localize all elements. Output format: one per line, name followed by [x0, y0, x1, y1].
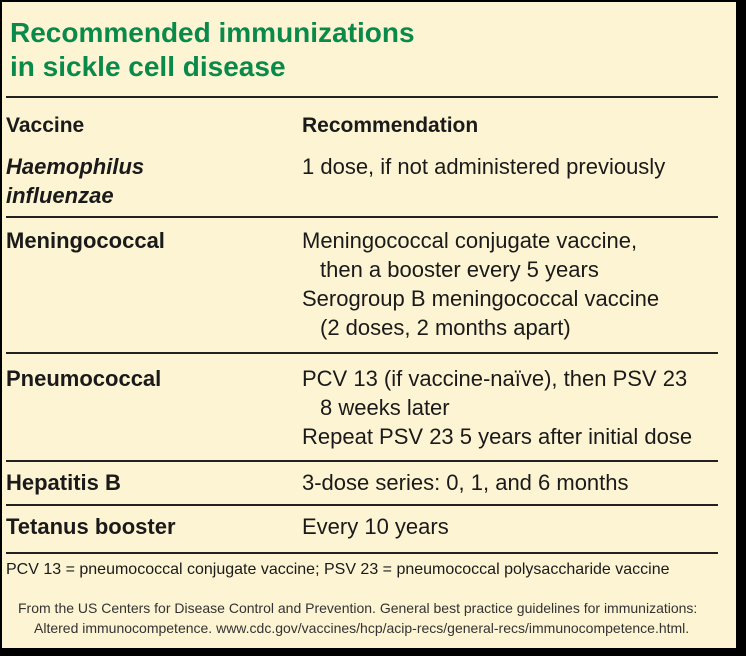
recommendation-line: Repeat PSV 23 5 years after initial dose: [302, 424, 693, 449]
vaccine-name-line: influenzae: [6, 183, 114, 208]
vaccine-meningococcal: Meningococcal: [6, 228, 165, 253]
source-line: From the US Centers for Disease Control and Prevention. General best practice guidelines for immunizations:: [18, 600, 698, 616]
recommendation-line: (2 doses, 2 months apart): [320, 315, 571, 340]
immunization-table-card: [2, 2, 736, 648]
recommendation-pneumococcal: [302, 364, 732, 451]
row-divider: [6, 460, 718, 462]
title-line-1: Recommended immunizations: [10, 17, 415, 48]
source-citation: [18, 598, 728, 638]
recommendation-line: then a booster every 5 years: [320, 257, 599, 282]
recommendation-line: Every 10 years: [302, 514, 449, 539]
vaccine-name-line: Haemophilus: [6, 154, 145, 179]
abbreviation-footnote: PCV 13 = pneumococcal conjugate vaccine; PSV 23 = pneumococcal polysaccharide vaccine: [6, 561, 670, 578]
recommendation-line: 3-dose series: 0, 1, and 6 months: [302, 470, 629, 495]
recommendation-line: 1 dose, if not administered previously: [302, 154, 666, 179]
recommendation-line: 8 weeks later: [320, 395, 450, 420]
recommendation-haemophilus: [302, 152, 732, 181]
recommendation-hepatitis-b: [302, 468, 732, 497]
header-vaccine: Vaccine: [6, 114, 85, 137]
recommendation-line: Meningococcal conjugate vaccine,: [302, 228, 638, 253]
vaccine-pneumococcal: Pneumococcal: [6, 366, 162, 391]
recommendation-line: PCV 13 (if vaccine-naïve), then PSV 23: [302, 366, 688, 391]
recommendation-line: Serogroup B meningococcal vaccine: [302, 286, 660, 311]
recommendation-tetanus: [302, 512, 732, 541]
row-divider: [6, 216, 718, 218]
vaccine-hepatitis-b: Hepatitis B: [6, 470, 121, 495]
row-divider: [6, 504, 718, 506]
title-line-2: in sickle cell disease: [10, 51, 286, 82]
recommendation-meningococcal: [302, 226, 732, 342]
table-bottom-rule: [6, 552, 718, 554]
vaccine-tetanus: Tetanus booster: [6, 514, 176, 539]
header-top-rule: [6, 96, 718, 98]
table-title: [10, 16, 415, 84]
source-line: Altered immunocompetence. www.cdc.gov/vaccines/hcp/acip-recs/general-recs/immunocompetence.html.: [34, 620, 690, 636]
header-recommendation: Recommendation: [302, 114, 479, 137]
row-divider: [6, 352, 718, 354]
vaccine-haemophilus: [6, 152, 286, 210]
